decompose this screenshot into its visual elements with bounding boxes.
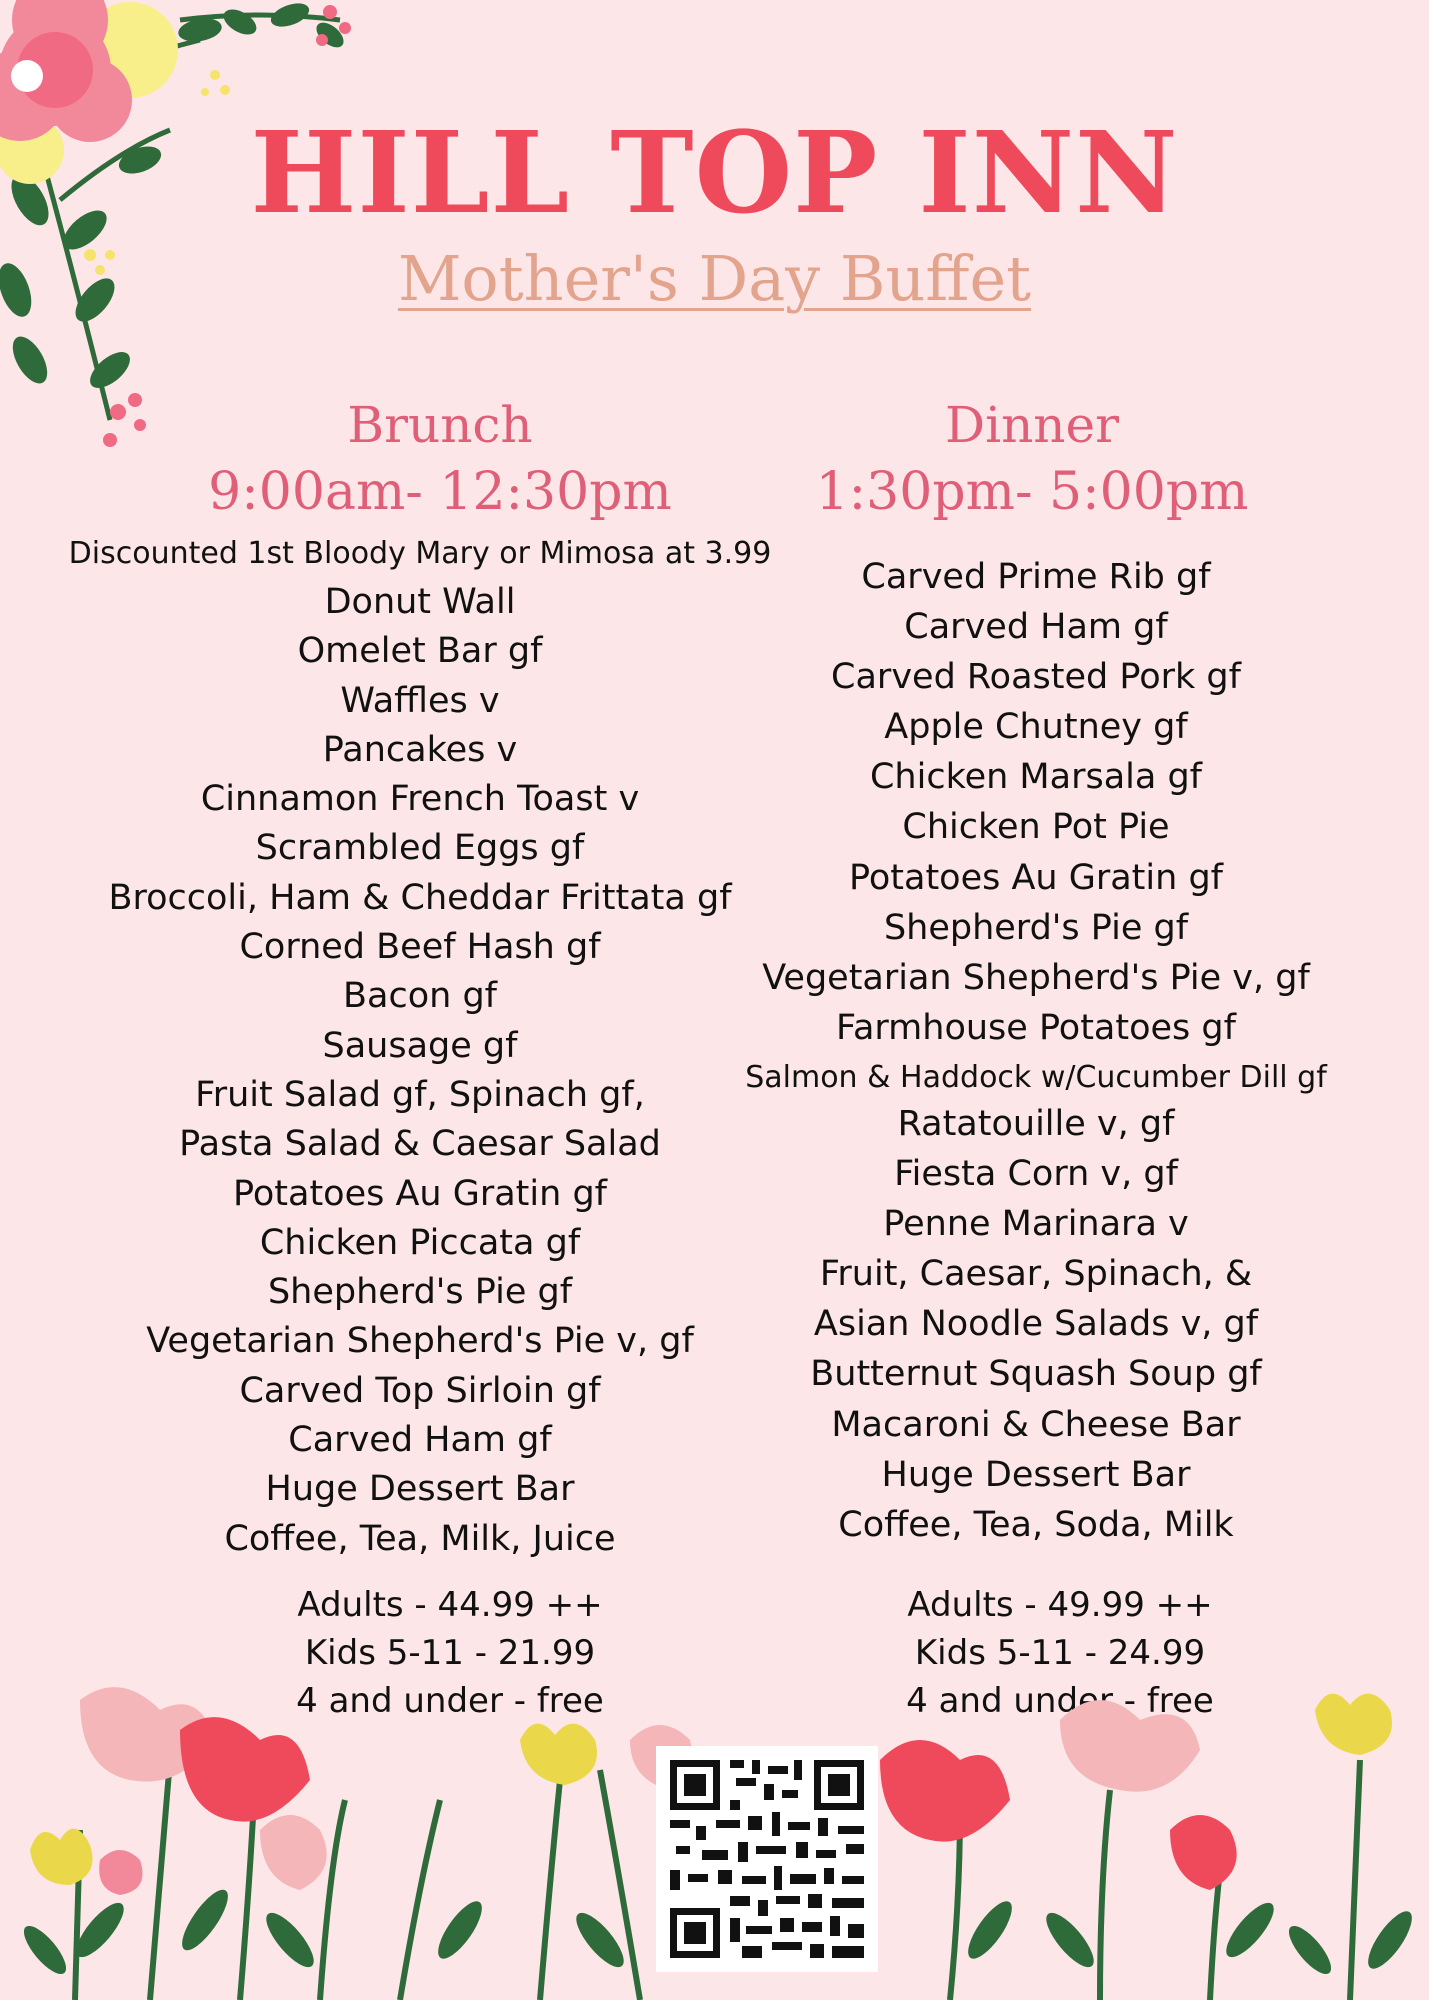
list-item: Carved Ham gf [904,607,1168,648]
list-item: Macaroni & Cheese Bar [831,1404,1241,1445]
list-item: Vegetarian Shepherd's Pie v, gf [146,1321,694,1362]
list-item: Pasta Salad & Caesar Salad [179,1124,661,1165]
list-item: Fruit, Caesar, Spinach, & [819,1254,1253,1295]
list-item: Chicken Piccata gf [259,1222,581,1263]
list-item: Huge Dessert Bar [265,1469,575,1510]
list-item: Farmhouse Potatoes gf [836,1007,1236,1048]
list-item: Potatoes Au Gratin gf [233,1173,607,1214]
page-title: HILL TOP INN [250,108,1179,239]
list-item: Coffee, Tea, Soda, Milk [838,1504,1234,1545]
list-item: Huge Dessert Bar [881,1454,1191,1495]
price-adults: Adults - 44.99 ++ [297,1585,603,1625]
brunch-hours: 9:00am- 12:30pm [208,462,672,522]
list-item: Sausage gf [322,1025,518,1066]
list-item: Ratatouille v, gf [897,1103,1175,1144]
subtitle-text: Mother's Day Buffet [397,242,1032,315]
list-item: Penne Marinara v [883,1204,1189,1245]
list-item: Coffee, Tea, Milk, Juice [224,1518,616,1559]
list-item: Carved Ham gf [288,1420,552,1461]
list-item: Carved Prime Rib gf [861,557,1211,597]
list-item: Fiesta Corn v, gf [894,1154,1178,1195]
dinner-hours: 1:30pm- 5:00pm [815,462,1249,522]
list-item: Fruit Salad gf, Spinach gf, [195,1074,645,1115]
list-item: Butternut Squash Soup gf [810,1354,1262,1395]
price-under-4: 4 and under - free [906,1681,1214,1721]
list-item: Bacon gf [343,976,497,1017]
price-adults: Adults - 49.99 ++ [907,1585,1213,1625]
list-item: Waffles v [340,680,500,721]
list-item: Carved Top Sirloin gf [239,1370,601,1411]
price-kids: Kids 5-11 - 24.99 [914,1633,1206,1673]
list-item: Omelet Bar gf [297,631,543,672]
list-item: Donut Wall [324,582,516,622]
list-item: Cinnamon French Toast v [200,779,640,820]
qr-code-icon[interactable] [656,1746,878,1972]
list-item: Vegetarian Shepherd's Pie v, gf [762,957,1310,998]
list-item: Pancakes v [322,729,518,770]
list-item: Apple Chutney gf [884,707,1188,748]
list-item: Asian Noodle Salads v, gf [813,1304,1259,1345]
price-kids: Kids 5-11 - 21.99 [304,1633,596,1673]
list-item: Scrambled Eggs gf [255,828,585,869]
brunch-special: Discounted 1st Bloody Mary or Mimosa at 3.99 [68,536,772,571]
list-item: Broccoli, Ham & Cheddar Frittata gf [108,877,732,918]
list-item: Carved Roasted Pork gf [831,657,1241,698]
list-item: Potatoes Au Gratin gf [849,857,1223,898]
list-item: Chicken Marsala gf [869,757,1202,798]
dinner-menu-list [716,552,1356,1550]
list-item: Shepherd's Pie gf [267,1272,573,1313]
dinner-heading: Dinner [945,396,1119,454]
brunch-menu-list [60,578,780,1564]
list-item: Corned Beef Hash gf [239,927,601,968]
list-item: Salmon & Haddock w/Cucumber Dill gf [745,1059,1327,1095]
list-item: Shepherd's Pie gf [883,907,1189,948]
qr-code-pattern [656,1746,878,1972]
page-subtitle [0,242,1429,315]
list-item: Chicken Pot Pie [902,807,1170,848]
price-under-4: 4 and under - free [296,1681,604,1721]
brunch-heading: Brunch [347,396,533,454]
